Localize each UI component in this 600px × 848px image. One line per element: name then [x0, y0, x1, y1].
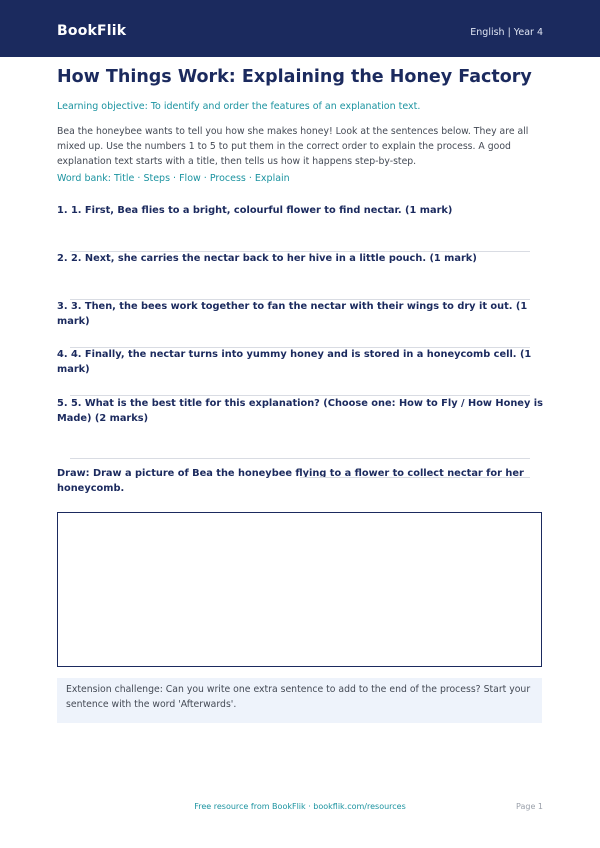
extension-text: Extension challenge: Can you write one extra sentence to add to the end of the process? Start your sentence with the word 'Afterwards'.	[66, 684, 531, 710]
question-1: 1. 1. First, Bea flies to a bright, colourful flower to find nectar. (1 mark)	[57, 205, 453, 216]
question-3: 3. 3. Then, the bees work together to fan the nectar with their wings to dry it out. (1 mark)	[57, 301, 528, 327]
brand-logo: BookFlik	[57, 23, 127, 39]
draw-prompt: Draw: Draw a picture of Bea the honeybee flying to a flower to collect nectar for her honeycomb.	[57, 468, 524, 494]
question-2: 2. 2. Next, she carries the nectar back to her hive in a little pouch. (1 mark)	[57, 253, 477, 264]
intro-paragraph: Bea the honeybee wants to tell you how she makes honey! Look at the sentences below. They are all mixed up. Use the numbers 1 to 5 to put them in the correct order to explain the process. A good explanation text starts with a title, then tells us how it happens step-by-step.	[57, 126, 529, 167]
subject-year-label: English | Year 4	[470, 27, 543, 38]
footer-text: Free resource from BookFlik · bookflik.com/resources	[194, 802, 406, 811]
question-4: 4. 4. Finally, the nectar turns into yummy honey and is stored in a honeycomb cell. (1 mark)	[57, 349, 532, 375]
drawing-box[interactable]	[57, 512, 542, 667]
extension-challenge	[57, 678, 542, 723]
draw-prompt-line	[300, 477, 530, 478]
question-5: 5. 5. What is the best title for this explanation? (Choose one: How to Fly / How Honey is Made) (2 marks)	[57, 398, 543, 424]
header-bar	[0, 0, 600, 57]
page-title: How Things Work: Explaining the Honey Factory	[57, 67, 532, 87]
page-number: Page 1	[516, 802, 543, 811]
answer-line-5[interactable]	[70, 458, 530, 459]
word-bank: Word bank: Title · Steps · Flow · Process · Explain	[57, 173, 290, 184]
learning-objective: Learning objective: To identify and order the features of an explanation text.	[57, 101, 421, 112]
